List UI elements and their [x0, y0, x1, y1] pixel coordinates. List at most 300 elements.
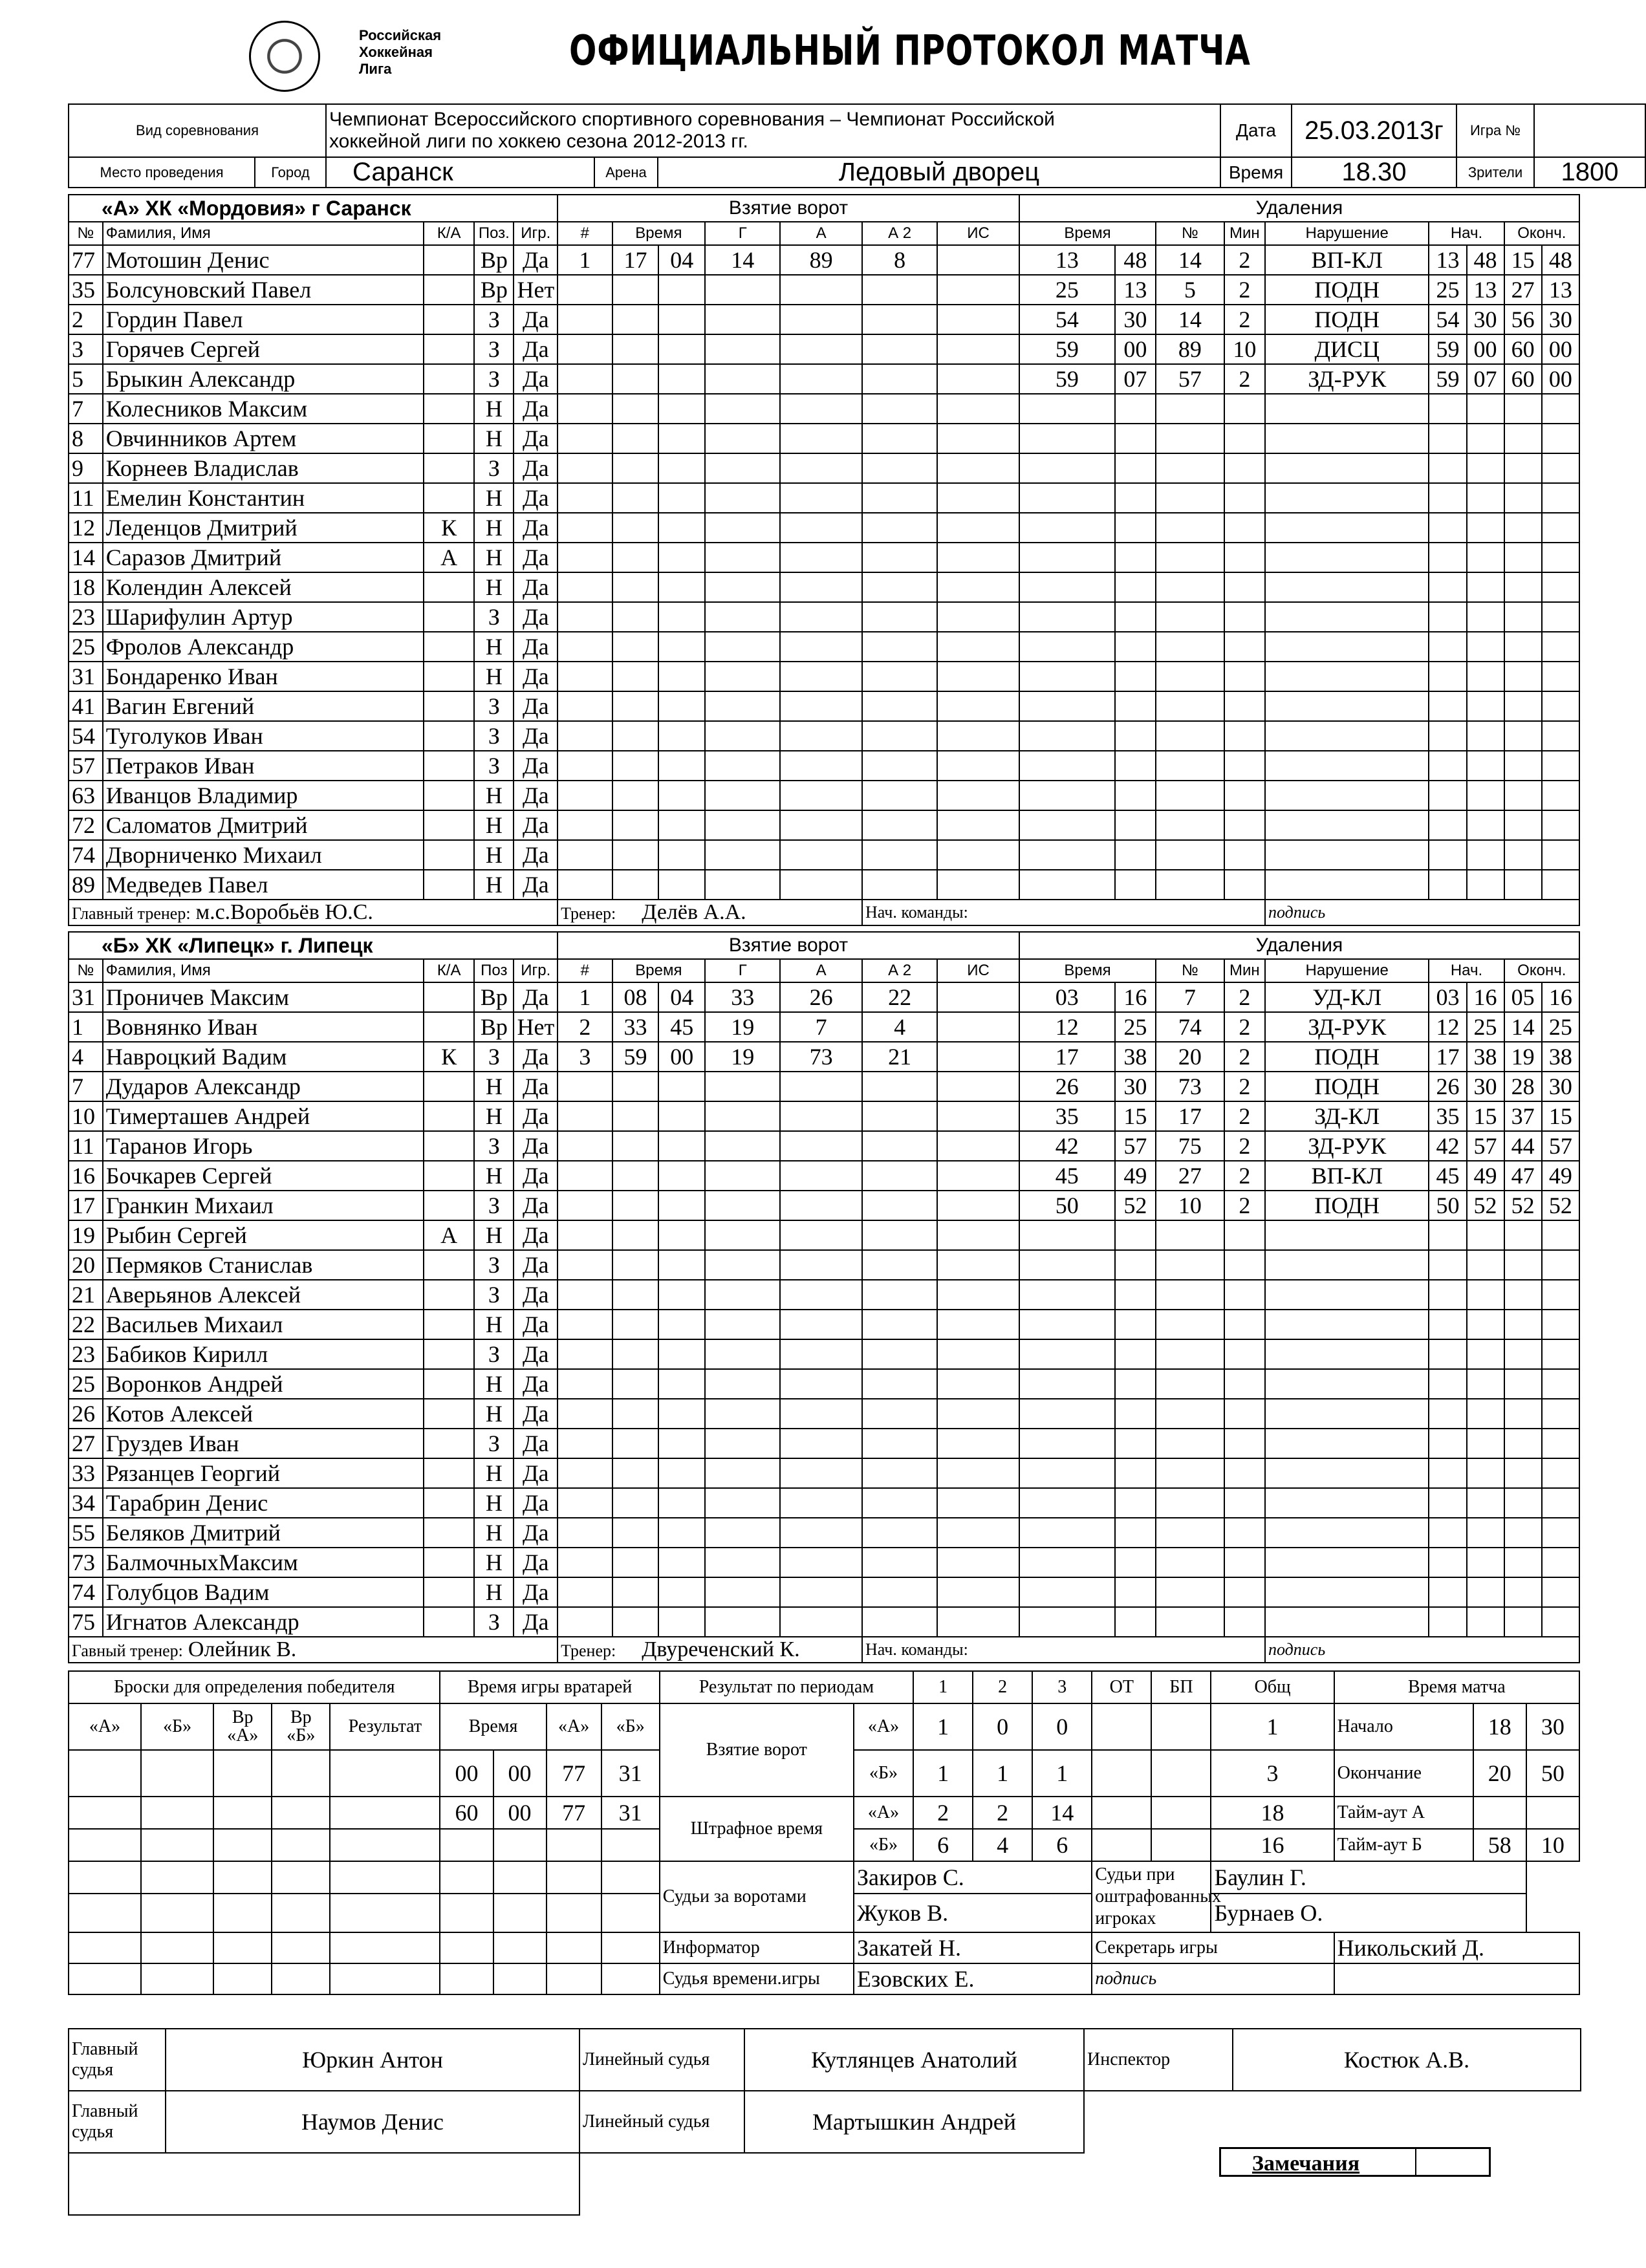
player-name: Котов Алексей — [103, 1399, 424, 1429]
trainer-name: Двуреченский К. — [642, 1637, 800, 1661]
penalty-start-min — [1429, 751, 1466, 781]
player-number: 3 — [69, 334, 103, 364]
penalty-end-min — [1504, 1310, 1542, 1339]
goal-assist-2 — [862, 1131, 937, 1161]
penalty-end-sec — [1542, 1607, 1579, 1637]
goal-assist-2: 8 — [862, 245, 937, 275]
goal-assist-1 — [780, 602, 862, 632]
player-played: Да — [514, 840, 558, 870]
goal-minute — [612, 305, 659, 334]
player-position: Н — [474, 1488, 514, 1518]
player-captain — [424, 1012, 474, 1042]
penalty-second: 49 — [1115, 1161, 1156, 1191]
penalty-start-sec: 13 — [1467, 275, 1504, 305]
player-played: Да — [514, 334, 558, 364]
player-played: Да — [514, 424, 558, 453]
player-played: Да — [514, 632, 558, 662]
penalty-violation: ПОДН — [1265, 305, 1429, 334]
end-minute: 50 — [1526, 1750, 1579, 1797]
penalty-player — [1156, 721, 1224, 751]
player-number: 7 — [69, 394, 103, 424]
player-name: Бочкарев Сергей — [103, 1161, 424, 1191]
penalty-minute — [1019, 543, 1115, 572]
goal-situation — [937, 1280, 1019, 1310]
player-position: Н — [474, 1101, 514, 1131]
team-chief-label: Нач. команды: — [865, 1640, 968, 1659]
gk-a: 77 — [547, 1797, 601, 1829]
linesman-2: Мартышкин Андрей — [744, 2091, 1084, 2153]
period-goals-label: Взятие ворот — [660, 1703, 854, 1797]
penalty-minute — [1019, 1488, 1115, 1518]
penalty-minute — [1019, 662, 1115, 691]
goal-assist-2: 21 — [862, 1042, 937, 1072]
penalty-player — [1156, 453, 1224, 483]
table-row — [69, 394, 1579, 424]
goal-minute — [612, 1607, 659, 1637]
shootout-cell — [272, 1963, 330, 1994]
goal-assist-1 — [780, 781, 862, 810]
goal-situation — [937, 1250, 1019, 1280]
player-played: Да — [514, 1072, 558, 1101]
penalty-player — [1156, 840, 1224, 870]
goal-second — [658, 1339, 705, 1369]
penalty-violation — [1265, 632, 1429, 662]
goal-situation — [937, 870, 1019, 900]
penalty-start-sec — [1467, 1399, 1504, 1429]
penalty-start-min — [1429, 1607, 1466, 1637]
goal-minute — [612, 751, 659, 781]
table-row — [69, 1042, 1579, 1072]
goal-second — [658, 602, 705, 632]
page-title: ОФИЦИАЛЬНЫЙ ПРОТОКОЛ МАТЧА — [569, 27, 1251, 75]
time-value: 18.30 — [1292, 157, 1456, 188]
penalty-minutes — [1224, 662, 1265, 691]
penalty-second — [1115, 543, 1156, 572]
shootout-cell — [69, 1861, 141, 1894]
player-number: 74 — [69, 1577, 103, 1607]
player-number: 4 — [69, 1042, 103, 1072]
goal-situation — [937, 1429, 1019, 1458]
table-row — [69, 1399, 1579, 1429]
penalty-player — [1156, 1488, 1224, 1518]
col-played: Игр. — [514, 959, 558, 982]
goal-second — [658, 632, 705, 662]
penalty-end-min — [1504, 632, 1542, 662]
player-position: Н — [474, 1399, 514, 1429]
goal-second — [658, 424, 705, 453]
goal-situation — [937, 305, 1019, 334]
player-captain: К — [424, 1042, 474, 1072]
goal-scorer — [705, 691, 780, 721]
penalty-violation — [1265, 394, 1429, 424]
player-number: 25 — [69, 632, 103, 662]
goal-second — [658, 1191, 705, 1220]
shootout-cell — [141, 1797, 213, 1829]
goal-assist-2 — [862, 1250, 937, 1280]
player-captain — [424, 721, 474, 751]
penalty-minute — [1019, 1339, 1115, 1369]
player-captain — [424, 483, 474, 513]
penalty-minutes — [1224, 572, 1265, 602]
player-name: Тарабрин Денис — [103, 1488, 424, 1518]
player-played: Да — [514, 305, 558, 334]
goal-assist-2 — [862, 1280, 937, 1310]
player-position: Н — [474, 572, 514, 602]
player-captain — [424, 982, 474, 1012]
penalty-start-sec — [1467, 662, 1504, 691]
penalty-second — [1115, 1339, 1156, 1369]
goal-number — [558, 453, 612, 483]
trainer-cell — [558, 900, 862, 925]
penalty-minute — [1019, 721, 1115, 751]
col-penalty-end: Оконч. — [1504, 222, 1579, 245]
col-captain: К/А — [424, 222, 474, 245]
col-assist-2: А 2 — [862, 222, 937, 245]
penalty-end-sec — [1542, 1458, 1579, 1488]
player-name: Саразов Дмитрий — [103, 543, 424, 572]
period-goals-a-bp — [1151, 1703, 1211, 1750]
goal-assist-2 — [862, 513, 937, 543]
goal-scorer — [705, 1488, 780, 1518]
goal-assist-1 — [780, 543, 862, 572]
goal-scorer — [705, 305, 780, 334]
penalty-end-min: 19 — [1504, 1042, 1542, 1072]
penalty-start-min — [1429, 810, 1466, 840]
goalie-time-label: Время игры вратарей — [440, 1671, 659, 1703]
penalty-minutes — [1224, 1399, 1265, 1429]
penalty-start-sec — [1467, 1280, 1504, 1310]
coach-cell — [69, 1637, 558, 1663]
goal-number — [558, 810, 612, 840]
penalty-start-min: 59 — [1429, 364, 1466, 394]
goal-second — [658, 810, 705, 840]
penalty-second — [1115, 1310, 1156, 1339]
period-goals-a-1: 1 — [913, 1703, 973, 1750]
penalty-end-sec — [1542, 424, 1579, 453]
goal-assist-2 — [862, 870, 937, 900]
pim-a-1: 2 — [913, 1797, 973, 1829]
goal-minute — [612, 691, 659, 721]
goal-scorer — [705, 781, 780, 810]
penalty-second — [1115, 394, 1156, 424]
penalty-violation — [1265, 483, 1429, 513]
player-position: Н — [474, 1458, 514, 1488]
goal-situation — [937, 275, 1019, 305]
player-name: Груздев Иван — [103, 1429, 424, 1458]
player-number: 17 — [69, 1191, 103, 1220]
penalty-start-min — [1429, 840, 1466, 870]
goal-assist-2 — [862, 364, 937, 394]
penalty-start-min: 03 — [1429, 982, 1466, 1012]
table-row — [69, 1518, 1579, 1548]
player-captain — [424, 781, 474, 810]
player-number: 63 — [69, 781, 103, 810]
goal-assist-1 — [780, 1101, 862, 1131]
gk-col-a: «А» — [547, 1703, 601, 1750]
coach-name: м.с.Воробьёв Ю.С. — [195, 900, 373, 924]
penalty-minutes: 10 — [1224, 334, 1265, 364]
goal-situation — [937, 1607, 1019, 1637]
col-name: Фамилия, Имя — [103, 959, 424, 982]
penalty-minute — [1019, 870, 1115, 900]
goal-scorer — [705, 721, 780, 751]
inspector-label: Инспектор — [1084, 2029, 1233, 2091]
player-number: 1 — [69, 1012, 103, 1042]
player-captain — [424, 810, 474, 840]
goal-assist-1 — [780, 394, 862, 424]
player-position: З — [474, 305, 514, 334]
goal-scorer — [705, 1369, 780, 1399]
penalty-start-min — [1429, 483, 1466, 513]
penalty-minute: 59 — [1019, 364, 1115, 394]
penalty-start-sec: 49 — [1467, 1161, 1504, 1191]
penalty-end-sec — [1542, 394, 1579, 424]
goal-second — [658, 840, 705, 870]
penalty-minutes: 2 — [1224, 1101, 1265, 1131]
player-captain — [424, 1280, 474, 1310]
gk-b — [601, 1963, 660, 1994]
table-row — [69, 1488, 1579, 1518]
team-signature: подпись — [1265, 900, 1579, 925]
goal-number — [558, 1250, 612, 1280]
period-goals-b-3: 1 — [1032, 1750, 1092, 1797]
goal-assist-1: 7 — [780, 1012, 862, 1042]
table-row — [69, 1220, 1579, 1250]
start-hour: 18 — [1473, 1703, 1526, 1750]
remarks-box — [1219, 2147, 1491, 2177]
penalty-end-sec — [1542, 1310, 1579, 1339]
blank-cell — [69, 2153, 579, 2215]
penalty-minutes — [1224, 1250, 1265, 1280]
player-number: 31 — [69, 982, 103, 1012]
goal-minute — [612, 513, 659, 543]
penalty-end-sec: 00 — [1542, 334, 1579, 364]
col-penalty-start: Нач. — [1429, 959, 1504, 982]
player-number: 73 — [69, 1548, 103, 1577]
penalty-player: 74 — [1156, 1012, 1224, 1042]
goal-number — [558, 1161, 612, 1191]
goal-minute — [612, 781, 659, 810]
penalty-minute: 54 — [1019, 305, 1115, 334]
goal-number — [558, 691, 612, 721]
goal-number — [558, 870, 612, 900]
penalty-start-min: 35 — [1429, 1101, 1466, 1131]
penalty-player: 20 — [1156, 1042, 1224, 1072]
penalty-player — [1156, 870, 1224, 900]
gk-b — [601, 1861, 660, 1894]
shootout-label: Броски для определения победителя — [69, 1671, 440, 1703]
player-played: Да — [514, 1101, 558, 1131]
penalty-player — [1156, 424, 1224, 453]
goal-assist-1 — [780, 662, 862, 691]
inspector-value: Костюк А.В. — [1233, 2029, 1581, 2091]
goal-number — [558, 1339, 612, 1369]
goal-assist-1 — [780, 1310, 862, 1339]
goal-scorer — [705, 1607, 780, 1637]
penalty-end-min — [1504, 781, 1542, 810]
penalty-end-sec — [1542, 751, 1579, 781]
goal-second — [658, 364, 705, 394]
penalty-violation — [1265, 1399, 1429, 1429]
penalty-minute — [1019, 394, 1115, 424]
period-goals-b-ot — [1092, 1750, 1151, 1797]
goal-assist-2 — [862, 1072, 937, 1101]
player-played: Да — [514, 1339, 558, 1369]
penalty-end-min: 47 — [1504, 1161, 1542, 1191]
player-name: Шарифулин Артур — [103, 602, 424, 632]
player-position: Н — [474, 810, 514, 840]
player-captain — [424, 870, 474, 900]
goal-scorer — [705, 1577, 780, 1607]
player-name: Бондаренко Иван — [103, 662, 424, 691]
goal-assist-1 — [780, 1191, 862, 1220]
gk-a — [547, 1963, 601, 1994]
goal-scorer — [705, 1161, 780, 1191]
shootout-cell — [272, 1861, 330, 1894]
player-name: Колендин Алексей — [103, 572, 424, 602]
goal-assist-1 — [780, 1429, 862, 1458]
player-name: Медведев Павел — [103, 870, 424, 900]
penalty-end-sec: 38 — [1542, 1042, 1579, 1072]
penalty-end-min: 44 — [1504, 1131, 1542, 1161]
player-captain — [424, 275, 474, 305]
referee-2: Наумов Денис — [166, 2091, 579, 2153]
goal-minute — [612, 1369, 659, 1399]
player-position: Н — [474, 1310, 514, 1339]
penalty-minute — [1019, 453, 1115, 483]
player-played: Да — [514, 572, 558, 602]
table-row — [69, 305, 1579, 334]
goal-second — [658, 1131, 705, 1161]
goal-minute — [612, 810, 659, 840]
player-captain — [424, 1429, 474, 1458]
penalty-end-sec — [1542, 721, 1579, 751]
goal-scorer — [705, 543, 780, 572]
penalty-player — [1156, 781, 1224, 810]
col-penalty-time: Время — [1019, 959, 1156, 982]
goal-situation — [937, 1072, 1019, 1101]
penalty-player — [1156, 662, 1224, 691]
player-played: Да — [514, 982, 558, 1012]
col-penalty-player: № — [1156, 222, 1224, 245]
table-row — [69, 1310, 1579, 1339]
pim-team-a: «А» — [854, 1797, 913, 1829]
goal-situation — [937, 1518, 1019, 1548]
player-number: 26 — [69, 1399, 103, 1429]
col-violation: Нарушение — [1265, 222, 1429, 245]
secretary-value: Никольский Д. — [1334, 1932, 1579, 1963]
penalty-end-sec: 48 — [1542, 245, 1579, 275]
player-number: 10 — [69, 1101, 103, 1131]
goal-situation — [937, 602, 1019, 632]
penalty-player — [1156, 1429, 1224, 1458]
penalty-second — [1115, 1548, 1156, 1577]
team-title: «А» ХК «Мордовия» г Саранск — [69, 195, 558, 222]
goal-minute — [612, 1310, 659, 1339]
goal-assist-1 — [780, 632, 862, 662]
player-position: Н — [474, 1518, 514, 1548]
goal-scorer — [705, 453, 780, 483]
penalty-minutes — [1224, 1280, 1265, 1310]
penalty-end-min: 14 — [1504, 1012, 1542, 1042]
goal-scorer — [705, 275, 780, 305]
penalty-minutes — [1224, 1429, 1265, 1458]
col-penalty-player: № — [1156, 959, 1224, 982]
penalty-violation — [1265, 572, 1429, 602]
player-played: Нет — [514, 1012, 558, 1042]
player-position: Н — [474, 1161, 514, 1191]
col-violation: Нарушение — [1265, 959, 1429, 982]
goal-assist-1 — [780, 1072, 862, 1101]
penalty-player — [1156, 632, 1224, 662]
start-minute: 30 — [1526, 1703, 1579, 1750]
goal-assist-2 — [862, 721, 937, 751]
penalty-violation: ПОДН — [1265, 1191, 1429, 1220]
gk-time-sec — [493, 1894, 547, 1932]
goal-second: 04 — [658, 245, 705, 275]
goal-minute — [612, 275, 659, 305]
timekeeper-label: Судья времени.игры — [660, 1963, 854, 1994]
player-name: Беляков Дмитрий — [103, 1518, 424, 1548]
timeout-b-minute: 10 — [1526, 1829, 1579, 1861]
table-row — [69, 751, 1579, 781]
goal-scorer — [705, 334, 780, 364]
penalty-minute — [1019, 1399, 1115, 1429]
penalty-player — [1156, 394, 1224, 424]
penalty-start-min — [1429, 1399, 1466, 1429]
gk-col-b: «Б» — [601, 1703, 660, 1750]
goal-assist-2 — [862, 543, 937, 572]
goal-second — [658, 1577, 705, 1607]
penalty-end-min — [1504, 572, 1542, 602]
player-played: Да — [514, 1577, 558, 1607]
player-position: Н — [474, 1369, 514, 1399]
goal-second — [658, 453, 705, 483]
penalty-judges-label: Судьи при оштрафованных игроках — [1092, 1861, 1211, 1932]
penalty-start-min — [1429, 781, 1466, 810]
player-number: 25 — [69, 1369, 103, 1399]
period-goals-b-bp — [1151, 1750, 1211, 1797]
player-name: Васильев Михаил — [103, 1310, 424, 1339]
player-captain — [424, 1577, 474, 1607]
goal-minute — [612, 1250, 659, 1280]
penalty-end-sec: 30 — [1542, 305, 1579, 334]
spectators-label: Зрители — [1456, 157, 1534, 188]
goal-second — [658, 305, 705, 334]
penalty-player — [1156, 1310, 1224, 1339]
player-position: Н — [474, 1577, 514, 1607]
player-captain — [424, 840, 474, 870]
penalty-start-sec — [1467, 632, 1504, 662]
player-captain — [424, 1607, 474, 1637]
penalty-start-sec: 57 — [1467, 1131, 1504, 1161]
penalty-end-sec: 57 — [1542, 1131, 1579, 1161]
player-position: Н — [474, 662, 514, 691]
table-row — [69, 1607, 1579, 1637]
player-played: Да — [514, 1161, 558, 1191]
goal-assist-1 — [780, 275, 862, 305]
goal-minute — [612, 1577, 659, 1607]
period-2-col: 2 — [973, 1671, 1032, 1703]
goal-situation — [937, 364, 1019, 394]
penalty-second — [1115, 751, 1156, 781]
goal-assist-1 — [780, 1488, 862, 1518]
penalty-start-min — [1429, 394, 1466, 424]
penalty-player: 14 — [1156, 305, 1224, 334]
goal-scorer — [705, 513, 780, 543]
penalty-start-sec — [1467, 870, 1504, 900]
goal-minute — [612, 1101, 659, 1131]
